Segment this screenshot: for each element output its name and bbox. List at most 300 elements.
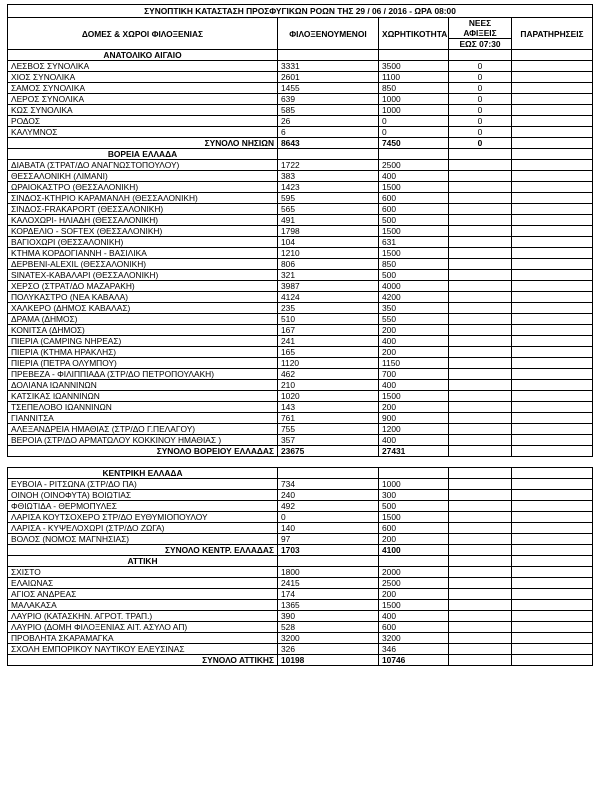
new-arrivals-count <box>449 270 512 281</box>
table-row <box>8 413 593 424</box>
spacer-cell <box>8 457 593 468</box>
facility-name: ΚΑΤΣΙΚΑΣ ΙΩΑΝΝΙΝΩΝ <box>8 391 278 402</box>
total-arrivals <box>449 446 512 457</box>
table-row <box>8 424 593 435</box>
remarks-cell <box>512 138 593 149</box>
new-arrivals-count <box>449 336 512 347</box>
hosted-count: 1365 <box>278 600 379 611</box>
facility-name: ΜΑΛΑΚΑΣΑ <box>8 600 278 611</box>
capacity-count: 500 <box>379 270 449 281</box>
new-arrivals-count <box>449 490 512 501</box>
remarks-cell <box>512 600 593 611</box>
capacity-count: 600 <box>379 523 449 534</box>
total-label: ΣΥΝΟΛΟ ΑΤΤΙΚΗΣ <box>8 655 278 666</box>
capacity-count: 1500 <box>379 226 449 237</box>
hosted-count: 2415 <box>278 578 379 589</box>
hosted-count: 1423 <box>278 182 379 193</box>
remarks-cell <box>512 589 593 600</box>
new-arrivals-count: 0 <box>449 105 512 116</box>
table-row <box>8 490 593 501</box>
capacity-count: 4200 <box>379 292 449 303</box>
new-arrivals-count <box>449 622 512 633</box>
facility-name: ΣΧΙΣΤΟ <box>8 567 278 578</box>
new-arrivals-count: 0 <box>449 72 512 83</box>
empty-cell <box>449 50 512 61</box>
capacity-count: 1000 <box>379 105 449 116</box>
new-arrivals-count <box>449 325 512 336</box>
facility-name: ΠΡΕΒΕΖΑ - ΦΙΛΙΠΠΙΑΔΑ (ΣΤΡ/ΔΟ ΠΕΤΡΟΠΟΥΛΑΚΗ) <box>8 369 278 380</box>
hosted-count: 528 <box>278 622 379 633</box>
new-arrivals-count: 0 <box>449 127 512 138</box>
new-arrivals-count <box>449 358 512 369</box>
facility-name: ΚΤΗΜΑ ΚΟΡΔΟΓΙΑΝΝΗ - ΒΑΣΙΛΙΚΑ <box>8 248 278 259</box>
remarks-cell <box>512 534 593 545</box>
capacity-count: 1000 <box>379 94 449 105</box>
total-capacity: 7450 <box>379 138 449 149</box>
capacity-count: 400 <box>379 171 449 182</box>
remarks-cell <box>512 171 593 182</box>
table-row <box>8 160 593 171</box>
remarks-cell <box>512 94 593 105</box>
capacity-count: 2500 <box>379 578 449 589</box>
new-arrivals-count <box>449 611 512 622</box>
total-capacity: 27431 <box>379 446 449 457</box>
table-row <box>8 237 593 248</box>
table-row <box>8 292 593 303</box>
remarks-cell <box>512 160 593 171</box>
remarks-cell <box>512 578 593 589</box>
facility-name: ΒΑΓΙΟΧΩΡΙ (ΘΕΣΣΑΛΟΝΙΚΗ) <box>8 237 278 248</box>
facility-name: ΔΡΑΜΑ (ΔΗΜΟΣ) <box>8 314 278 325</box>
facility-name: ΦΘΙΩΤΙΔΑ - ΘΕΡΜΟΠΥΛΕΣ <box>8 501 278 512</box>
facility-name: ΕΛΑΙΩΝΑΣ <box>8 578 278 589</box>
capacity-count: 700 <box>379 369 449 380</box>
new-arrivals-count <box>449 171 512 182</box>
table-row <box>8 116 593 127</box>
capacity-count: 0 <box>379 116 449 127</box>
capacity-count: 4000 <box>379 281 449 292</box>
new-arrivals-count <box>449 204 512 215</box>
remarks-cell <box>512 303 593 314</box>
new-arrivals-count <box>449 160 512 171</box>
empty-cell <box>512 149 593 160</box>
empty-cell <box>379 50 449 61</box>
hosted-count: 241 <box>278 336 379 347</box>
refugee-flows-table <box>7 4 593 666</box>
remarks-cell <box>512 237 593 248</box>
total-label: ΣΥΝΟΛΟ ΒΟΡΕΙΟΥ ΕΛΛΑΔΑΣ <box>8 446 278 457</box>
total-arrivals: 0 <box>449 138 512 149</box>
hosted-count: 357 <box>278 435 379 446</box>
table-row <box>8 512 593 523</box>
remarks-cell <box>512 435 593 446</box>
facility-name: ΔΕΡΒΕΝΙ-ALEXIL (ΘΕΣΣΑΛΟΝΙΚΗ) <box>8 259 278 270</box>
new-arrivals-count <box>449 303 512 314</box>
title-row <box>8 5 593 18</box>
remarks-cell <box>512 72 593 83</box>
hosted-count: 104 <box>278 237 379 248</box>
remarks-cell <box>512 391 593 402</box>
facility-name: ΣΧΟΛΗ ΕΜΠΟΡΙΚΟΥ ΝΑΥΤΙΚΟΥ ΕΛΕΥΣΙΝΑΣ <box>8 644 278 655</box>
facility-name: ΒΕΡΟΙΑ (ΣΤΡ/ΔΟ ΑΡΜΑΤΩΛΟΥ ΚΟΚΚΙΝΟΥ ΗΜΑΘΙΑΣ ) <box>8 435 278 446</box>
table-row <box>8 501 593 512</box>
empty-cell <box>379 468 449 479</box>
table-row <box>8 248 593 259</box>
table-row <box>8 644 593 655</box>
capacity-count: 1500 <box>379 182 449 193</box>
facility-name: ΚΑΛΥΜΝΟΣ <box>8 127 278 138</box>
hosted-count: 326 <box>278 644 379 655</box>
remarks-cell <box>512 127 593 138</box>
remarks-cell <box>512 369 593 380</box>
region-header-row <box>8 149 593 160</box>
header-arrivals-line1: ΝΕΕΣ <box>449 18 512 29</box>
new-arrivals-count <box>449 589 512 600</box>
facility-name: ΣΙΝΔΟΣ-FRAKAPORT (ΘΕΣΣΑΛΟΝΙΚΗ) <box>8 204 278 215</box>
table-row <box>8 380 593 391</box>
capacity-count: 1000 <box>379 479 449 490</box>
capacity-count: 631 <box>379 237 449 248</box>
facility-name: ΣΑΜΟΣ ΣΥΝΟΛΙΚΑ <box>8 83 278 94</box>
hosted-count: 491 <box>278 215 379 226</box>
capacity-count: 400 <box>379 380 449 391</box>
new-arrivals-count <box>449 413 512 424</box>
new-arrivals-count <box>449 567 512 578</box>
facility-name: ΧΕΡΣΟ (ΣΤΡΑΤ/ΔΟ ΜΑΖΑΡΑΚΗ) <box>8 281 278 292</box>
total-label: ΣΥΝΟΛΟ ΝΗΣΙΩΝ <box>8 138 278 149</box>
hosted-count: 806 <box>278 259 379 270</box>
region-name: ΚΕΝΤΡΙΚΗ ΕΛΛΑΔΑ <box>8 468 278 479</box>
facility-name: SINATEX-ΚΑΒΑΛΑΡΙ (ΘΕΣΣΑΛΟΝΙΚΗ) <box>8 270 278 281</box>
total-row <box>8 446 593 457</box>
new-arrivals-count <box>449 281 512 292</box>
capacity-count: 1500 <box>379 248 449 259</box>
table-row <box>8 479 593 490</box>
region-header-row <box>8 556 593 567</box>
hosted-count: 383 <box>278 171 379 182</box>
new-arrivals-count: 0 <box>449 61 512 72</box>
new-arrivals-count <box>449 369 512 380</box>
empty-cell <box>278 468 379 479</box>
table-row <box>8 72 593 83</box>
facility-name: ΛΑΡΙΣΑ - ΚΥΨΕΛΟΧΩΡΙ (ΣΤΡ/ΔΟ ΖΩΓΑ) <box>8 523 278 534</box>
report-sheet <box>7 4 593 666</box>
empty-cell <box>379 556 449 567</box>
spacer-row <box>8 457 593 468</box>
remarks-cell <box>512 402 593 413</box>
facility-name: ΒΟΛΟΣ (ΝΟΜΟΣ ΜΑΓΝΗΣΙΑΣ) <box>8 534 278 545</box>
new-arrivals-count <box>449 237 512 248</box>
remarks-cell <box>512 314 593 325</box>
capacity-count: 3200 <box>379 633 449 644</box>
hosted-count: 1455 <box>278 83 379 94</box>
facility-name: ΠΙΕΡΙΑ (ΚΤΗΜΑ ΗΡΑΚΛΗΣ) <box>8 347 278 358</box>
remarks-cell <box>512 545 593 556</box>
total-arrivals <box>449 655 512 666</box>
table-row <box>8 281 593 292</box>
remarks-cell <box>512 259 593 270</box>
table-row <box>8 402 593 413</box>
facility-name: ΛΑΥΡΙΟ (ΔΟΜΗ ΦΙΛΟΞΕΝΙΑΣ ΑΙΤ. ΑΣΥΛΟ ΑΠ) <box>8 622 278 633</box>
new-arrivals-count <box>449 347 512 358</box>
capacity-count: 300 <box>379 490 449 501</box>
table-row <box>8 127 593 138</box>
total-row <box>8 545 593 556</box>
header-row <box>8 18 593 29</box>
facility-name: ΟΙΝΟΗ (ΟΙΝΟΦΥΤΑ) ΒΟΙΩΤΙΑΣ <box>8 490 278 501</box>
hosted-count: 4124 <box>278 292 379 303</box>
hosted-count: 1120 <box>278 358 379 369</box>
new-arrivals-count <box>449 226 512 237</box>
new-arrivals-count <box>449 259 512 270</box>
table-row <box>8 369 593 380</box>
new-arrivals-count <box>449 402 512 413</box>
remarks-cell <box>512 622 593 633</box>
table-row <box>8 325 593 336</box>
new-arrivals-count <box>449 479 512 490</box>
capacity-count: 500 <box>379 215 449 226</box>
hosted-count: 140 <box>278 523 379 534</box>
hosted-count: 595 <box>278 193 379 204</box>
remarks-cell <box>512 204 593 215</box>
facility-name: ΠΙΕΡΙΑ (ΠΕΤΡΑ ΟΛΥΜΠΟΥ) <box>8 358 278 369</box>
capacity-count: 850 <box>379 259 449 270</box>
region-name: ΑΝΑΤΟΛΙΚΟ ΑΙΓΑΙΟ <box>8 50 278 61</box>
new-arrivals-count <box>449 380 512 391</box>
hosted-count: 3200 <box>278 633 379 644</box>
remarks-cell <box>512 292 593 303</box>
new-arrivals-count <box>449 578 512 589</box>
table-row <box>8 270 593 281</box>
remarks-cell <box>512 424 593 435</box>
hosted-count: 6 <box>278 127 379 138</box>
capacity-count: 1500 <box>379 600 449 611</box>
remarks-cell <box>512 193 593 204</box>
table-row <box>8 622 593 633</box>
facility-name: ΧΑΛΚΕΡΟ (ΔΗΜΟΣ ΚΑΒΑΛΑΣ) <box>8 303 278 314</box>
header-arrivals-line2: ΑΦΙΞΕΙΣ <box>449 28 512 39</box>
remarks-cell <box>512 479 593 490</box>
total-label: ΣΥΝΟΛΟ ΚΕΝΤΡ. ΕΛΛΑΔΑΣ <box>8 545 278 556</box>
region-header-row <box>8 468 593 479</box>
table-row <box>8 611 593 622</box>
capacity-count: 550 <box>379 314 449 325</box>
capacity-count: 600 <box>379 193 449 204</box>
remarks-cell <box>512 611 593 622</box>
new-arrivals-count <box>449 523 512 534</box>
table-row <box>8 336 593 347</box>
capacity-count: 1200 <box>379 424 449 435</box>
facility-name: ΡΟΔΟΣ <box>8 116 278 127</box>
empty-cell <box>278 149 379 160</box>
hosted-count: 565 <box>278 204 379 215</box>
new-arrivals-count: 0 <box>449 116 512 127</box>
total-hosted: 23675 <box>278 446 379 457</box>
hosted-count: 1798 <box>278 226 379 237</box>
capacity-count: 0 <box>379 127 449 138</box>
facility-name: ΠΡΟΒΛΗΤΑ ΣΚΑΡΑΜΑΓΚΑ <box>8 633 278 644</box>
hosted-count: 167 <box>278 325 379 336</box>
remarks-cell <box>512 226 593 237</box>
hosted-count: 143 <box>278 402 379 413</box>
hosted-count: 235 <box>278 303 379 314</box>
hosted-count: 1722 <box>278 160 379 171</box>
total-arrivals <box>449 545 512 556</box>
facility-name: ΠΙΕΡΙΑ (CAMPING ΝΗΡΕΑΣ) <box>8 336 278 347</box>
empty-cell <box>512 556 593 567</box>
facility-name: ΚΩΣ ΣΥΝΟΛΙΚΑ <box>8 105 278 116</box>
total-hosted: 10198 <box>278 655 379 666</box>
empty-cell <box>449 149 512 160</box>
capacity-count: 500 <box>379 501 449 512</box>
hosted-count: 755 <box>278 424 379 435</box>
table-row <box>8 94 593 105</box>
new-arrivals-count: 0 <box>449 83 512 94</box>
table-row <box>8 259 593 270</box>
new-arrivals-count <box>449 600 512 611</box>
new-arrivals-count <box>449 644 512 655</box>
facility-name: ΓΙΑΝΝΙΤΣΑ <box>8 413 278 424</box>
table-row <box>8 105 593 116</box>
remarks-cell <box>512 413 593 424</box>
facility-name: ΔΟΛΙΑΝΑ ΙΩΑΝΝΙΝΩΝ <box>8 380 278 391</box>
capacity-count: 1500 <box>379 512 449 523</box>
facility-name: ΘΕΣΣΑΛΟΝΙΚΗ (ΛΙΜΑΝΙ) <box>8 171 278 182</box>
new-arrivals-count: 0 <box>449 94 512 105</box>
table-row <box>8 523 593 534</box>
facility-name: ΤΣΕΠΕΛΟΒΟ ΙΩΑΝΝΙΝΩΝ <box>8 402 278 413</box>
capacity-count: 2000 <box>379 567 449 578</box>
region-header-row <box>8 50 593 61</box>
hosted-count: 2601 <box>278 72 379 83</box>
facility-name: ΛΕΡΟΣ ΣΥΝΟΛΙΚΑ <box>8 94 278 105</box>
capacity-count: 400 <box>379 435 449 446</box>
new-arrivals-count <box>449 424 512 435</box>
new-arrivals-count <box>449 248 512 259</box>
remarks-cell <box>512 347 593 358</box>
new-arrivals-count <box>449 182 512 193</box>
remarks-cell <box>512 358 593 369</box>
facility-name: ΧΙΟΣ ΣΥΝΟΛΙΚΑ <box>8 72 278 83</box>
total-row <box>8 138 593 149</box>
table-row <box>8 314 593 325</box>
table-row <box>8 226 593 237</box>
capacity-count: 900 <box>379 413 449 424</box>
remarks-cell <box>512 512 593 523</box>
remarks-cell <box>512 182 593 193</box>
table-row <box>8 193 593 204</box>
capacity-count: 200 <box>379 589 449 600</box>
facility-name: ΚΟΡΔΕΛΙΟ - SOFTEX (ΘΕΣΣΑΛΟΝΙΚΗ) <box>8 226 278 237</box>
table-row <box>8 358 593 369</box>
facility-name: ΩΡΑΙΟΚΑΣΤΡΟ (ΘΕΣΣΑΛΟΝΙΚΗ) <box>8 182 278 193</box>
hosted-count: 1210 <box>278 248 379 259</box>
hosted-count: 3331 <box>278 61 379 72</box>
header-capacity: ΧΩΡΗΤΙΚΟΤΗΤΑ <box>379 18 449 50</box>
hosted-count: 1020 <box>278 391 379 402</box>
hosted-count: 240 <box>278 490 379 501</box>
hosted-count: 585 <box>278 105 379 116</box>
remarks-cell <box>512 105 593 116</box>
remarks-cell <box>512 380 593 391</box>
remarks-cell <box>512 567 593 578</box>
region-name: ΒΟΡΕΙΑ ΕΛΛΑΔΑ <box>8 149 278 160</box>
empty-cell <box>449 468 512 479</box>
capacity-count: 200 <box>379 347 449 358</box>
hosted-count: 210 <box>278 380 379 391</box>
remarks-cell <box>512 61 593 72</box>
remarks-cell <box>512 325 593 336</box>
total-capacity: 10746 <box>379 655 449 666</box>
hosted-count: 492 <box>278 501 379 512</box>
new-arrivals-count <box>449 512 512 523</box>
hosted-count: 390 <box>278 611 379 622</box>
remarks-cell <box>512 633 593 644</box>
hosted-count: 0 <box>278 512 379 523</box>
facility-name: ΚΑΛΟΧΩΡΙ- ΗΛΙΑΔΗ (ΘΕΣΣΑΛΟΝΙΚΗ) <box>8 215 278 226</box>
table-row <box>8 204 593 215</box>
table-row <box>8 391 593 402</box>
total-row <box>8 655 593 666</box>
table-row <box>8 578 593 589</box>
capacity-count: 350 <box>379 303 449 314</box>
hosted-count: 3987 <box>278 281 379 292</box>
table-row <box>8 435 593 446</box>
facility-name: ΠΟΛΥΚΑΣΤΡΟ (ΝΕΑ ΚΑΒΑΛΑ) <box>8 292 278 303</box>
empty-cell <box>512 468 593 479</box>
empty-cell <box>379 149 449 160</box>
facility-name: ΔΙΑΒΑΤΑ (ΣΤΡΑΤ/ΔΟ ΑΝΑΓΝΩΣΤΟΠΟΥΛΟΥ) <box>8 160 278 171</box>
remarks-cell <box>512 490 593 501</box>
hosted-count: 174 <box>278 589 379 600</box>
remarks-cell <box>512 523 593 534</box>
new-arrivals-count <box>449 435 512 446</box>
table-row <box>8 534 593 545</box>
remarks-cell <box>512 116 593 127</box>
capacity-count: 1500 <box>379 391 449 402</box>
remarks-cell <box>512 336 593 347</box>
hosted-count: 26 <box>278 116 379 127</box>
hosted-count: 734 <box>278 479 379 490</box>
facility-name: ΛΑΡΙΣΑ ΚΟΥΤΣΟΧΕΡΟ ΣΤΡ/ΔΟ ΕΥΘΥΜΙΟΠΟΥΛΟΥ <box>8 512 278 523</box>
remarks-cell <box>512 281 593 292</box>
total-hosted: 1703 <box>278 545 379 556</box>
capacity-count: 600 <box>379 622 449 633</box>
hosted-count: 97 <box>278 534 379 545</box>
remarks-cell <box>512 215 593 226</box>
facility-name: ΛΑΥΡΙΟ (ΚΑΤΑΣΚΗΝ. ΑΓΡΟΤ. ΤΡΑΠ.) <box>8 611 278 622</box>
capacity-count: 1150 <box>379 358 449 369</box>
table-row <box>8 215 593 226</box>
capacity-count: 200 <box>379 534 449 545</box>
total-capacity: 4100 <box>379 545 449 556</box>
new-arrivals-count <box>449 391 512 402</box>
header-structure: ΔΟΜΕΣ & ΧΩΡΟΙ ΦΙΛΟΞΕΝΙΑΣ <box>8 18 278 50</box>
hosted-count: 462 <box>278 369 379 380</box>
hosted-count: 639 <box>278 94 379 105</box>
header-arrivals-time: ΕΩΣ 07:30 <box>449 39 512 50</box>
header-remarks: ΠΑΡΑΤΗΡΗΣΕΙΣ <box>512 18 593 50</box>
table-row <box>8 600 593 611</box>
hosted-count: 321 <box>278 270 379 281</box>
table-row <box>8 567 593 578</box>
new-arrivals-count <box>449 314 512 325</box>
facility-name: ΣΙΝΔΟΣ-ΚΤΗΡΙΟ ΚΑΡΑΜΑΝΛΗ (ΘΕΣΣΑΛΟΝΙΚΗ) <box>8 193 278 204</box>
remarks-cell <box>512 83 593 94</box>
remarks-cell <box>512 270 593 281</box>
facility-name: ΑΓΙΟΣ ΑΝΔΡΕΑΣ <box>8 589 278 600</box>
region-name: ΑΤΤΙΚΗ <box>8 556 278 567</box>
